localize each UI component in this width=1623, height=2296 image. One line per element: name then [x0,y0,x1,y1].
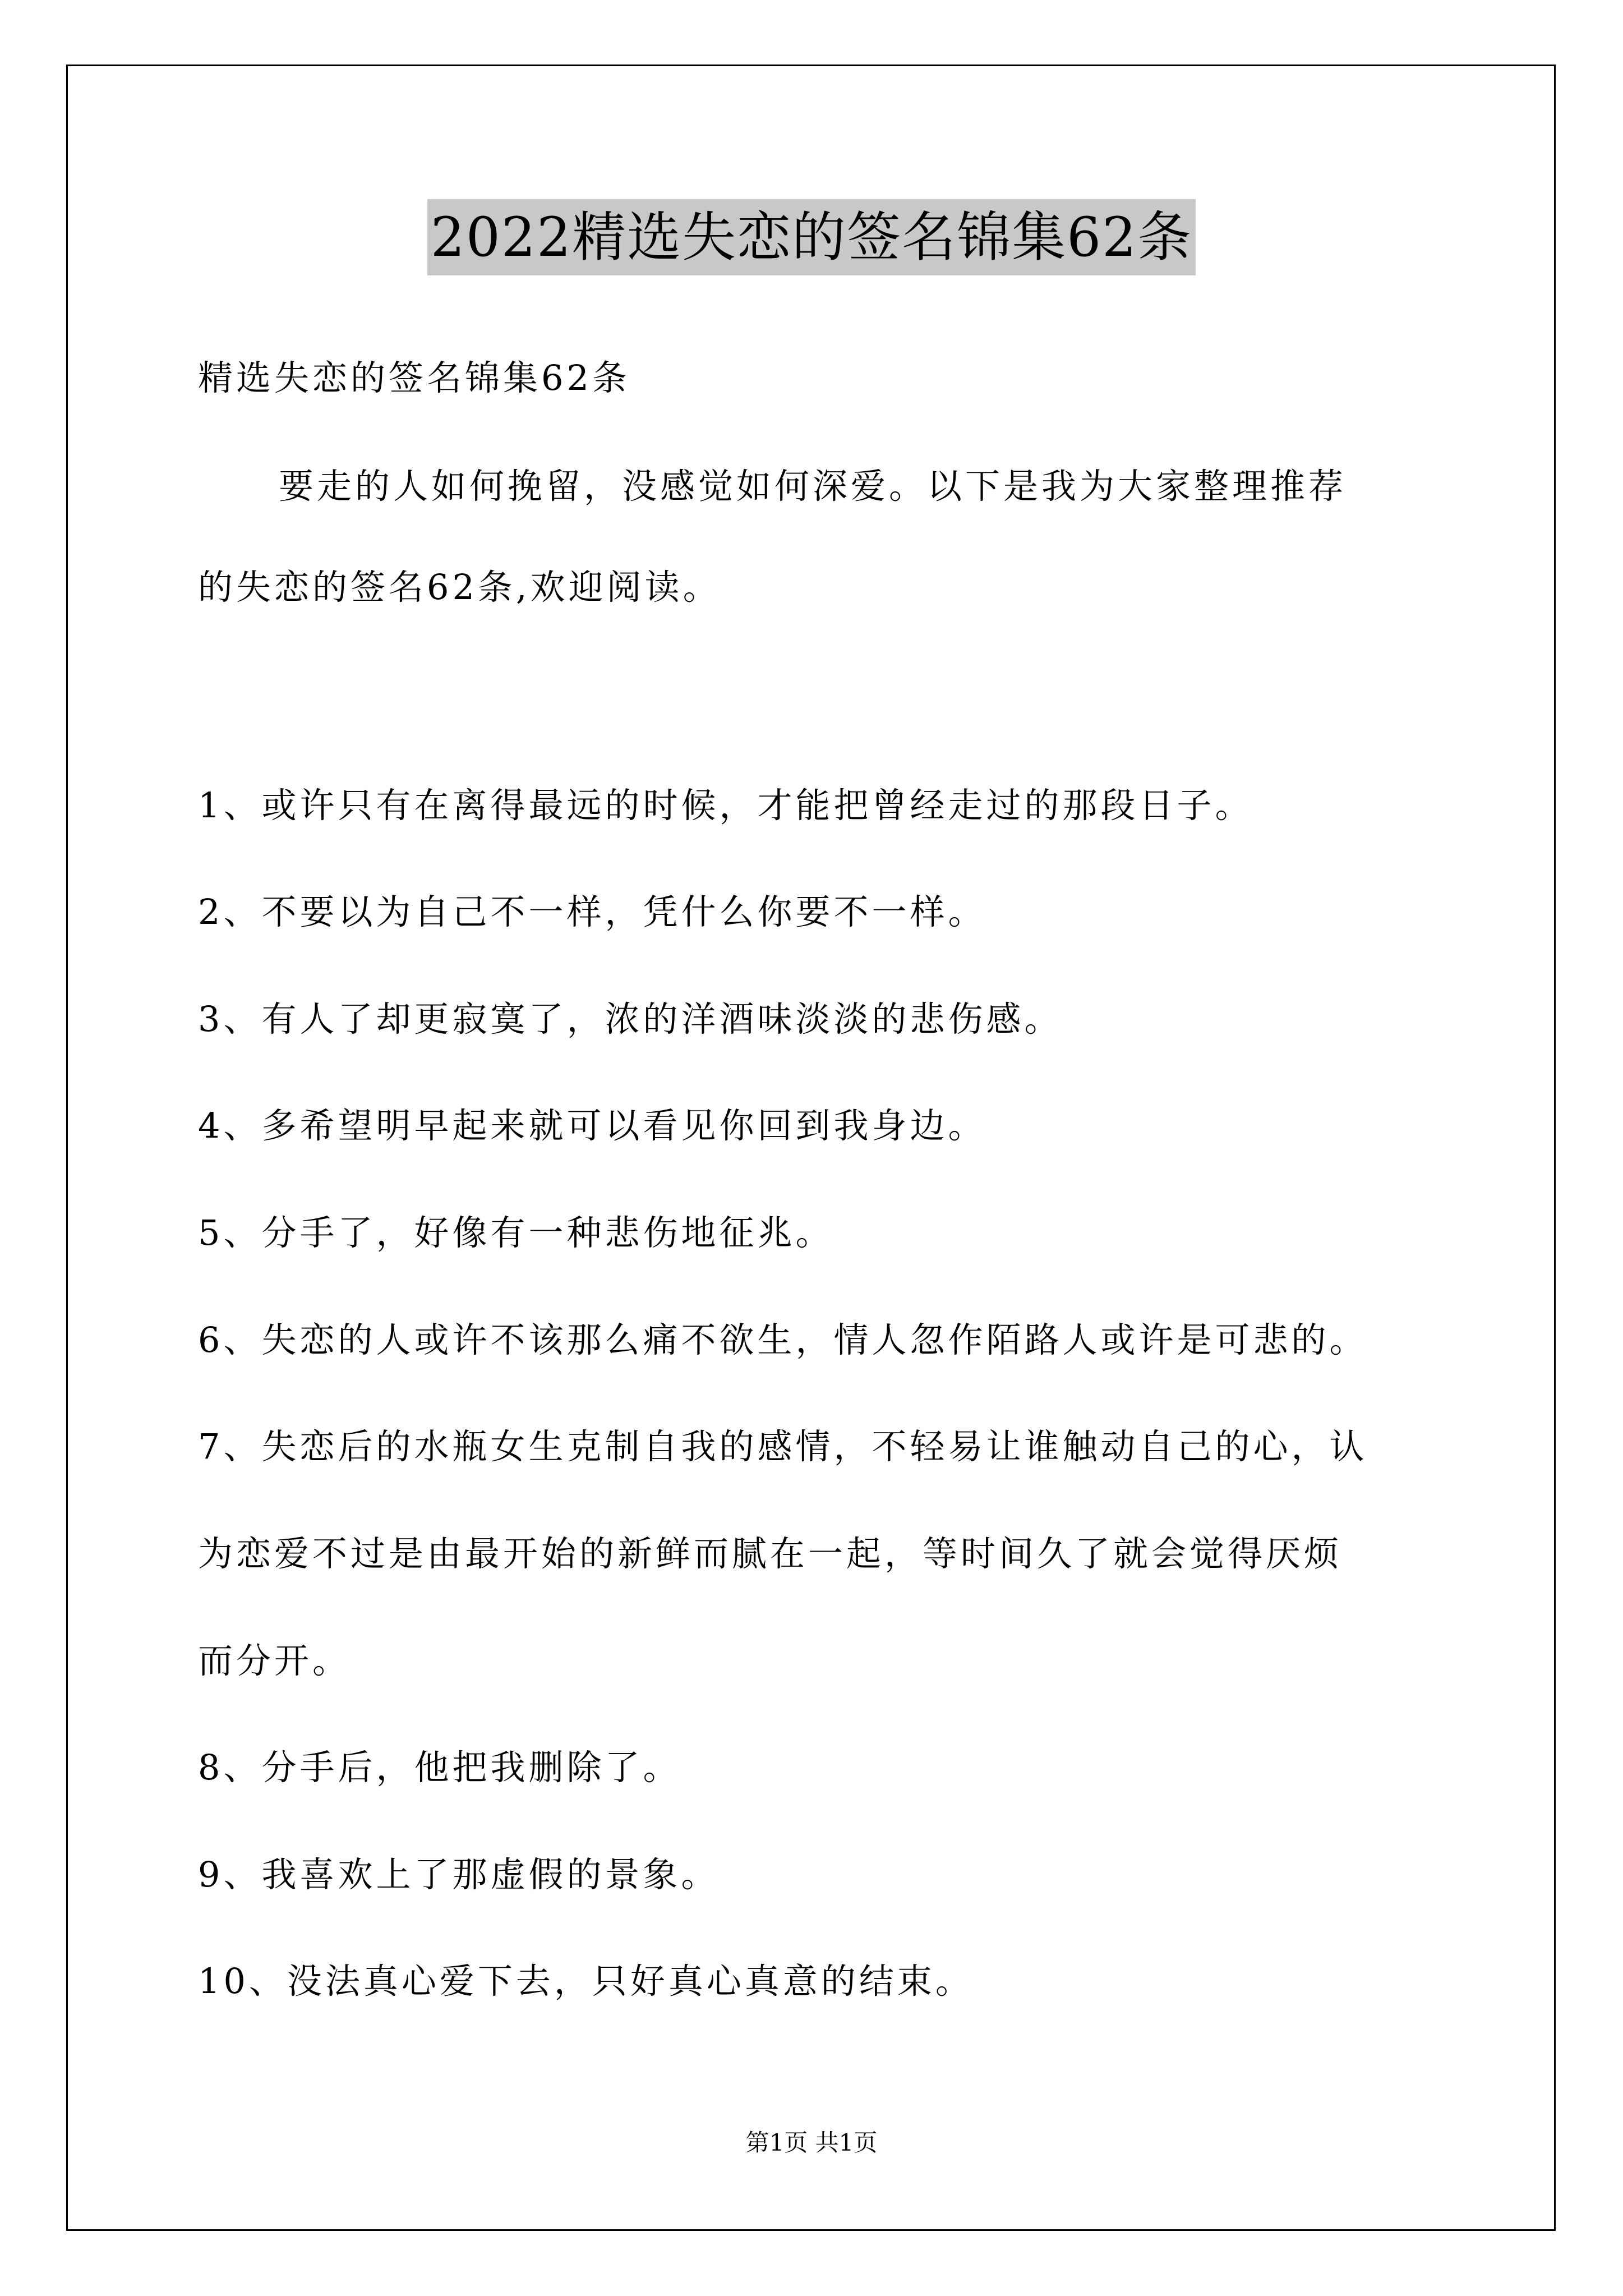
list-item: 5、分手了，好像有一种悲伤地征兆。 [198,1212,834,1253]
intro-paragraph-line-2: 的失恋的签名62条,欢迎阅读。 [198,567,721,608]
list-item: 1、或许只有在离得最远的时候，才能把曾经走过的那段日子。 [198,785,1253,826]
title-container [0,199,1623,275]
document-subtitle: 精选失恋的签名锦集62条 [198,357,630,398]
list-item: 10、没法真心爱下去，只好真心真意的结束。 [198,1961,974,2001]
page-footer: 第1页 共1页 [745,2129,878,2156]
intro-paragraph-line-1: 要走的人如何挽留，没感觉如何深爱。以下是我为大家整理推荐 [279,466,1347,507]
list-item: 4、多希望明早起来就可以看见你回到我身边。 [198,1105,986,1146]
list-item: 6、失恋的人或许不该那么痛不欲生，情人忽作陌路人或许是可悲的。 [198,1319,1368,1360]
list-item-continuation: 为恋爱不过是由最开始的新鲜而腻在一起，等时间久了就会觉得厌烦 [198,1533,1343,1574]
list-item: 7、失恋后的水瓶女生克制自我的感情，不轻易让谁触动自己的心，认 [198,1426,1368,1467]
list-item: 3、有人了却更寂寞了，浓的洋酒味淡淡的悲伤感。 [198,999,1063,1039]
list-item-continuation: 而分开。 [198,1640,351,1681]
list-item: 9、我喜欢上了那虚假的景象。 [198,1854,720,1895]
document-title: 2022精选失恋的签名锦集62条 [427,199,1196,275]
list-item: 2、不要以为自己不一样，凭什么你要不一样。 [198,891,986,932]
list-item: 8、分手后，他把我删除了。 [198,1747,681,1788]
